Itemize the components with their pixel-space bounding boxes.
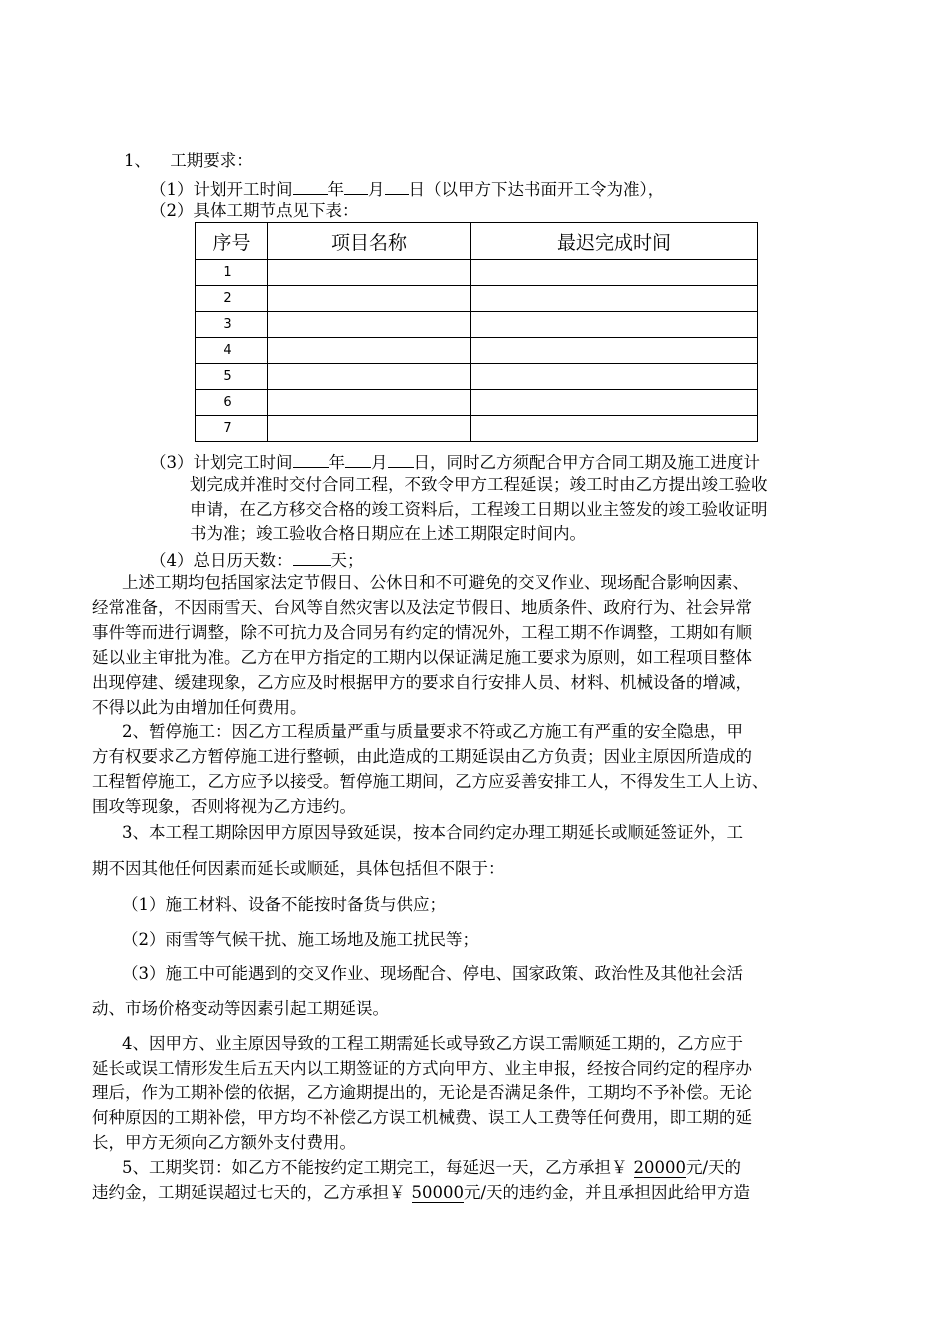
- paragraph-line: 工程暂停施工，乙方应予以接受。暂停施工期间，乙方应妥善安排工人，不得发生工人上访、: [92, 772, 769, 791]
- paragraph-line: 3、本工程工期除因甲方原因导致延误，按本合同约定办理工期延长或顺延签证外，工: [122, 823, 743, 842]
- penalty-amount-1: 20000: [633, 1158, 686, 1177]
- table-row: 5: [196, 364, 758, 390]
- section-number: 1、: [124, 151, 151, 170]
- section-1-heading: [124, 153, 253, 170]
- paragraph-line: 延以业主审批为准。乙方在甲方指定的工期内以保证满足施工要求为原则，如工程项目整体: [92, 648, 752, 667]
- table-row: 4: [196, 338, 758, 364]
- header-item-name: 项目名称: [268, 223, 471, 260]
- year-blank: [293, 179, 328, 195]
- completion-text: 申请，在乙方移交合格的竣工资料后，工程竣工日期以业主签发的竣工验收证明: [190, 500, 768, 519]
- paragraph-line: 方有权要求乙方暂停施工进行整顿，由此造成的工期延误由乙方负责；因业主原因所造成的: [92, 747, 752, 766]
- paragraph-line: 经常准备，不因雨雪天、台风等自然灾害以及法定节假日、地质条件、政府行为、社会异常: [92, 598, 752, 617]
- completion-time-line: （3）计划完工时间 年 月 日，同时乙方须配合甲方合同工期及施工进度计: [150, 453, 760, 472]
- paragraph-line: 延长或误工情形发生后五天内以工期签证的方式向甲方、业主申报，经按合同约定的程序办: [92, 1059, 752, 1078]
- paragraph-line: 理后，作为工期补偿的依据，乙方逾期提出的，无论是否满足条件，工期均不予补偿。无论: [92, 1083, 752, 1102]
- header-deadline: 最迟完成时间: [471, 223, 758, 260]
- month-blank: [345, 452, 371, 468]
- total-days-line: （4）总日历天数： 天；: [150, 551, 364, 570]
- paragraph-line: 事件等而进行调整，除不可抗力及合同另有约定的情况外，工程工期不作调整，工期如有顺: [92, 623, 752, 642]
- penalty-amount-2: 50000: [411, 1183, 464, 1202]
- paragraph-line: 上述工期均包括国家法定节假日、公休日和不可避免的交叉作业、现场配合影响因素、: [122, 573, 749, 592]
- start-time-line: （1）计划开工时间 年 月 日（以甲方下达书面开工令为准），: [150, 180, 665, 199]
- completion-text: 书为准；竣工验收合格日期应在上述工期限定时间内。: [190, 524, 586, 543]
- schedule-table: [195, 222, 758, 442]
- list-item: （1）施工材料、设备不能按时备货与供应；: [122, 895, 446, 914]
- header-seq: 序号: [196, 223, 268, 260]
- penalty-line-2: 违约金，工期延误超过七天的，乙方承担￥ 50000元/天的违约金，并且承担因此给甲方造: [92, 1183, 751, 1202]
- day-blank: [385, 179, 409, 195]
- paragraph-line: 4、因甲方、业主原因导致的工程工期需延长或导致乙方误工需顺延工期的，乙方应于: [122, 1034, 743, 1053]
- table-row: 7: [196, 416, 758, 442]
- table-row: 6: [196, 390, 758, 416]
- paragraph-line: 围攻等现象，否则将视为乙方违约。: [92, 797, 356, 816]
- list-item: （2）雨雪等气候干扰、施工场地及施工扰民等；: [122, 930, 479, 949]
- penalty-line-1: 5、工期奖罚：如乙方不能按约定工期完工，每延迟一天，乙方承担￥ 20000元/天的: [122, 1158, 742, 1177]
- list-item: 动、市场价格变动等因素引起工期延误。: [92, 999, 389, 1018]
- paragraph-line: 不得以此为由增加任何费用。: [92, 698, 307, 717]
- completion-text: 划完成并准时交付合同工程，不致令甲方工程延误；竣工时由乙方提出竣工验收: [190, 475, 768, 494]
- table-row: 3: [196, 312, 758, 338]
- section-title: 工期要求：: [170, 151, 253, 170]
- paragraph-line: 出现停建、缓建现象，乙方应及时根据甲方的要求自行安排人员、材料、机械设备的增减，: [92, 673, 752, 692]
- paragraph-line: 何种原因的工期补偿，甲方均不补偿乙方误工机械费、误工人工费等任何费用，即工期的延: [92, 1108, 752, 1127]
- day-blank: [388, 452, 414, 468]
- table-row: 2: [196, 286, 758, 312]
- schedule-intro: （2）具体工期节点见下表：: [150, 201, 359, 220]
- list-item: （3）施工中可能遇到的交叉作业、现场配合、停电、国家政策、政治性及其他社会活: [122, 964, 743, 983]
- paragraph-line: 期不因其他任何因素而延长或顺延，具体包括但不限于：: [92, 859, 505, 878]
- table-row: 1: [196, 260, 758, 286]
- paragraph-line: 长，甲方无须向乙方额外支付费用。: [92, 1133, 356, 1152]
- table-header-row: [196, 223, 758, 260]
- paragraph-line: 2、暂停施工：因乙方工程质量严重与质量要求不符或乙方施工有严重的安全隐患，甲: [122, 722, 743, 741]
- year-blank: [293, 452, 329, 468]
- month-blank: [344, 179, 368, 195]
- days-blank: [293, 550, 331, 566]
